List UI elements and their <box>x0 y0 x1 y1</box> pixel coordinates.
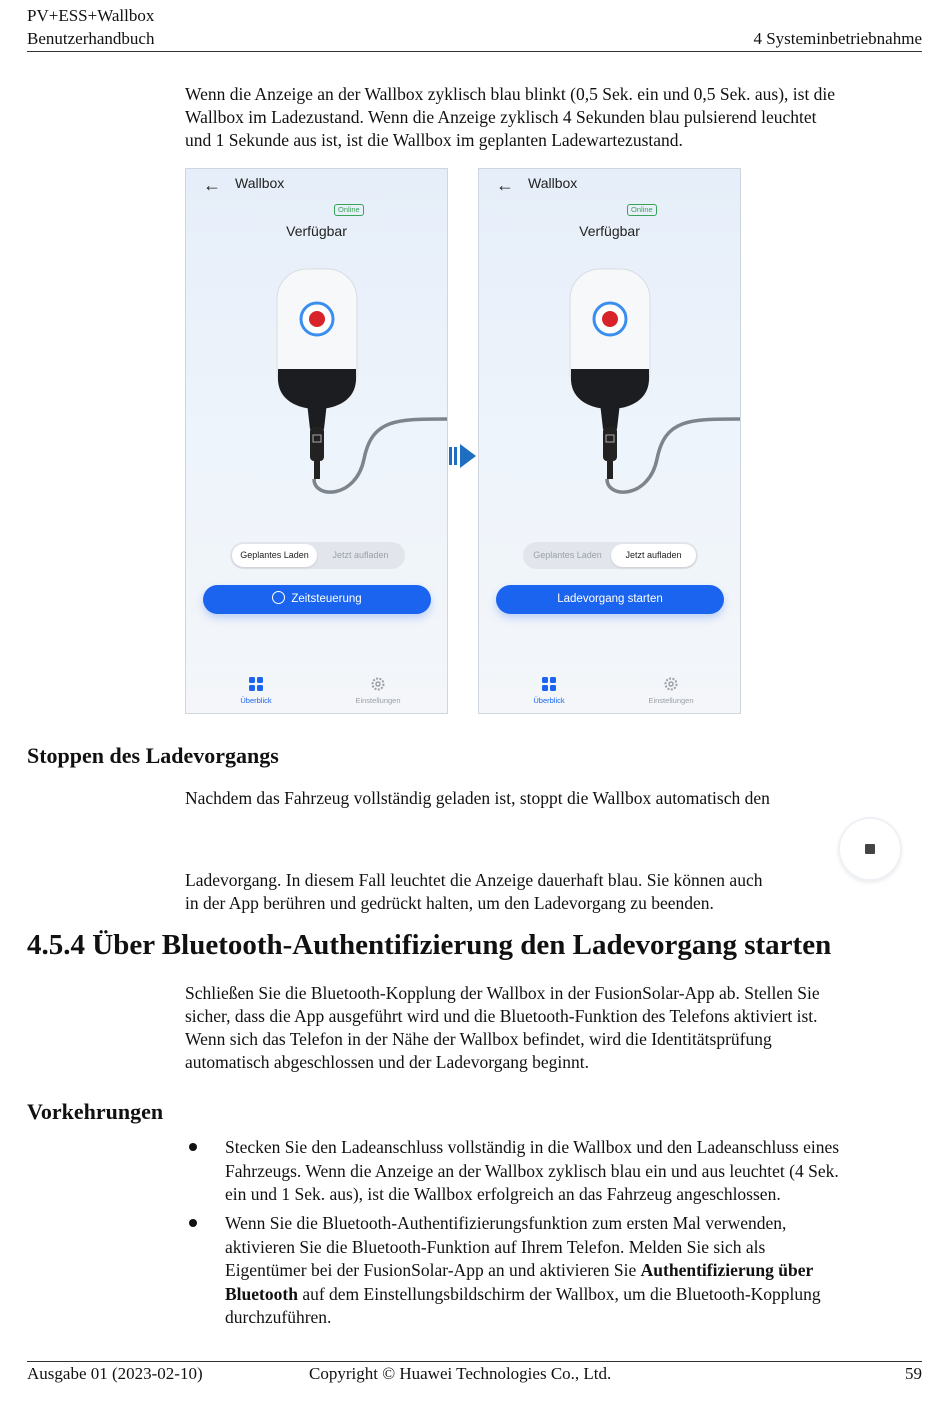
tab-charge-now[interactable]: Jetzt aufladen <box>611 544 696 567</box>
bullet-dot <box>189 1219 197 1227</box>
settings-gear-icon[interactable] <box>371 677 385 691</box>
bullet-line <box>225 1259 821 1283</box>
intro-line: und 1 Sekunde aus ist, ist die Wallbox im geplanten Ladewartezustand. <box>185 130 683 150</box>
intro-line: Wallbox im Ladezustand. Wenn die Anzeige zyklisch 4 Sekunden blau pulsierend leuchtet <box>185 107 817 127</box>
bullet-line <box>225 1283 821 1307</box>
app-title: Wallbox <box>528 175 578 191</box>
section-heading-precautions: Vorkehrungen <box>27 1099 164 1124</box>
wallbox-status: Verfügbar <box>286 223 347 239</box>
wallbox-charger-illustration <box>186 259 447 499</box>
bluetooth-line: automatisch abgeschlossen und der Ladevorgang beginnt. <box>185 1052 590 1072</box>
stop-charging-button <box>840 819 900 879</box>
bluetooth-paragraph <box>185 982 820 1074</box>
bullet-dot <box>189 1143 197 1151</box>
section-heading-bluetooth: 4.5.4 Über Bluetooth-Authentifizierung den Ladevorgang starten <box>27 929 832 961</box>
settings-gear-icon[interactable] <box>664 677 678 691</box>
time-control-button[interactable] <box>203 585 431 614</box>
bullet-text: Eigentümer bei der FusionSolar-App an und aktivieren Sie <box>225 1260 641 1280</box>
bold-term: Bluetooth <box>225 1283 298 1304</box>
bullet-item-2 <box>225 1212 821 1330</box>
bullet-line: Stecken Sie den Ladeanschluss vollständig in die Wallbox und den Ladeanschluss eines <box>225 1137 840 1157</box>
footer-rule <box>27 1361 922 1362</box>
footer-page-number: 59 <box>905 1364 922 1383</box>
wallbox-status: Verfügbar <box>579 223 640 239</box>
charging-mode-toggle <box>230 542 405 569</box>
bullet-text: auf dem Einstellungsbildschirm der Wallbox, um die Bluetooth-Kopplung <box>297 1283 821 1304</box>
bold-term: Authentifizierung über <box>640 1260 814 1280</box>
tab-scheduled-charging[interactable]: Geplantes Laden <box>533 550 602 560</box>
charging-mode-toggle <box>523 542 698 569</box>
bluetooth-line: Schließen Sie die Bluetooth-Kopplung der Wallbox in der FusionSolar-App ab. Stellen Sie <box>185 983 820 1003</box>
bluetooth-line: Wenn sich das Telefon in der Nähe der Wallbox befindet, wird die Identitätsprüfung <box>185 1029 772 1049</box>
header-chapter: 4 Systeminbetriebnahme <box>753 29 922 48</box>
back-arrow-icon[interactable]: ← <box>203 175 221 195</box>
bullet-line: aktivieren Sie die Bluetooth-Funktion auf Ihrem Telefon. Melden Sie sich als <box>225 1236 766 1257</box>
clock-icon <box>272 591 285 604</box>
intro-paragraph <box>185 83 835 152</box>
stop-square-icon <box>865 844 875 854</box>
nav-settings[interactable]: Einstellungen <box>355 696 401 705</box>
start-charging-button[interactable]: Ladevorgang starten <box>496 585 724 614</box>
bullet-line: Wenn Sie die Bluetooth-Authentifizierungsfunktion zum ersten Mal verwenden, <box>225 1213 787 1233</box>
bullet-item-1 <box>225 1136 839 1207</box>
bluetooth-line: sicher, dass die App ausgeführt wird und die Bluetooth-Funktion des Telefons aktiviert ist. <box>185 1006 818 1026</box>
header-rule <box>27 51 922 52</box>
tab-scheduled-charging[interactable]: Geplantes Laden <box>232 544 317 567</box>
app-title: Wallbox <box>235 175 285 191</box>
footer-copyright: Copyright © Huawei Technologies Co., Ltd. <box>309 1364 612 1383</box>
bullet-line: ein und 1 Sek. aus), ist die Wallbox erfolgreich an das Fahrzeug angeschlossen. <box>225 1184 781 1204</box>
section-heading-stop: Stoppen des Ladevorgangs <box>27 743 279 768</box>
bullet-line: durchzuführen. <box>225 1307 332 1327</box>
overview-grid-icon[interactable] <box>542 677 556 691</box>
bullet-line: Fahrzeugs. Wenn die Anzeige an der Wallbox zyklisch blau ein und aus leuchtet (4 Sek. <box>225 1160 839 1181</box>
next-step-arrow-icon <box>448 444 478 468</box>
intro-line: Wenn die Anzeige an der Wallbox zyklisch blau blinkt (0,5 Sek. ein und 0,5 Sek. aus), ist die <box>185 84 836 104</box>
online-badge: Online <box>334 204 364 216</box>
header-product: PV+ESS+Wallbox <box>27 6 155 25</box>
header-doc-title: Benutzerhandbuch <box>27 29 155 48</box>
stop-text-line: in der App berühren und gedrückt halten, um den Ladevorgang zu beenden. <box>185 893 714 913</box>
tab-charge-now[interactable]: Jetzt aufladen <box>332 550 389 560</box>
footer-edition: Ausgabe 01 (2023-02-10) <box>27 1364 203 1383</box>
stop-text-line: Nachdem das Fahrzeug vollständig geladen ist, stoppt die Wallbox automatisch den <box>185 788 770 808</box>
nav-overview[interactable]: Überblick <box>533 696 565 705</box>
nav-settings[interactable]: Einstellungen <box>648 696 694 705</box>
overview-grid-icon[interactable] <box>249 677 263 691</box>
wallbox-charger-illustration <box>479 259 740 499</box>
phone-screenshot-scheduled <box>185 168 448 714</box>
time-control-label: Zeitsteuerung <box>291 593 362 605</box>
stop-text-line: Ladevorgang. In diesem Fall leuchtet die Anzeige dauerhaft blau. Sie können auch <box>185 870 763 890</box>
back-arrow-icon[interactable]: ← <box>496 175 514 195</box>
online-badge: Online <box>627 204 657 216</box>
phone-screenshot-charge-now <box>478 168 741 714</box>
nav-overview[interactable]: Überblick <box>240 696 272 705</box>
